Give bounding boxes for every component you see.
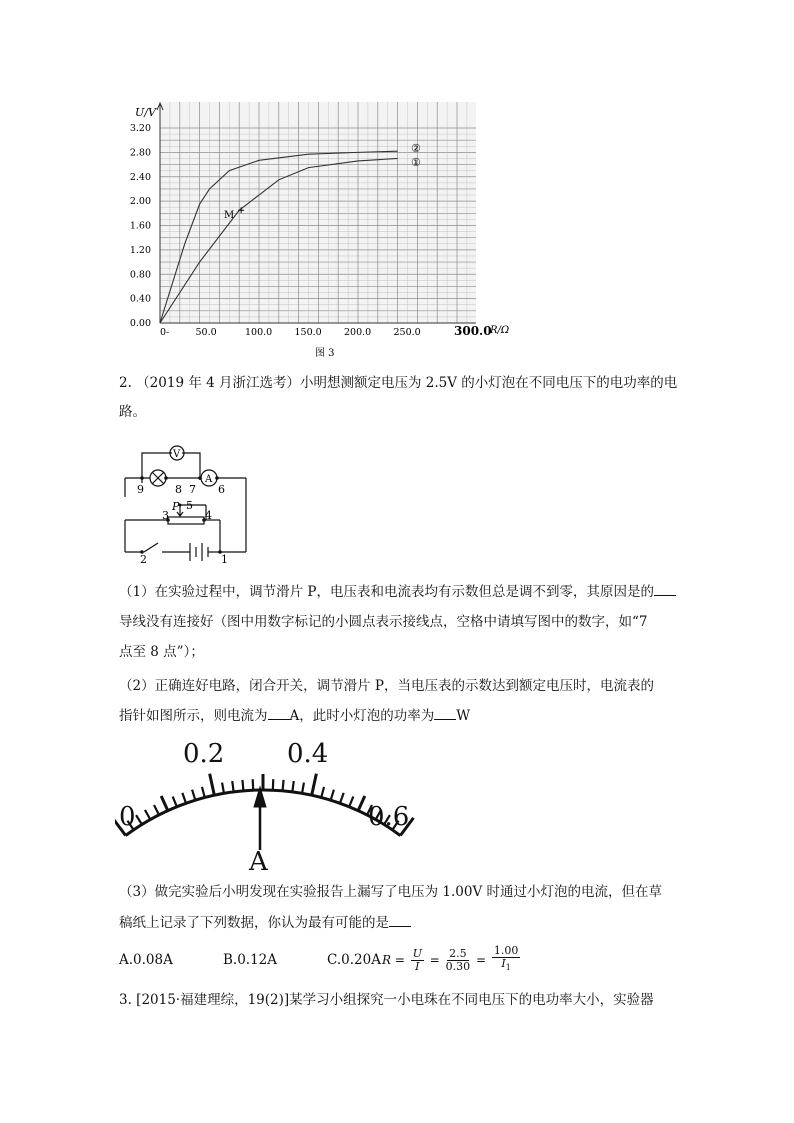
dial-unit: A	[249, 847, 268, 875]
q2-part3-line1: （3）做完实验后小明发现在实验报告上漏写了电压为 1.00V 时通过小灯泡的电流，但在草	[119, 884, 662, 900]
dial-tick	[161, 796, 168, 811]
graph-caption: 图 3	[315, 348, 335, 359]
answer-blank-3[interactable]	[389, 914, 411, 927]
dial-label-0-6: 0.6	[368, 802, 410, 832]
x-tick-label: 200.0	[344, 327, 372, 338]
node-5: 5	[186, 499, 193, 512]
dial-tick	[192, 790, 195, 801]
voltmeter-label: V	[173, 449, 181, 460]
q2-part2-text-c: W	[456, 708, 471, 724]
dial-tick	[154, 805, 159, 815]
y-tick-label: 0.00	[129, 318, 151, 329]
dial-tick	[182, 793, 186, 803]
option-a[interactable]: A.0.08A	[119, 952, 173, 968]
options-row	[119, 945, 522, 975]
formula: R = $\frac{U}{I}$ = $\frac{2.5}{0.30}$ = $\frac{1.00}{I_1}$	[381, 944, 519, 973]
point-m-label: M	[224, 210, 235, 221]
dial-tick	[292, 781, 293, 792]
x-tick-label: 150.0	[294, 327, 322, 338]
option-b[interactable]: B.0.12A	[223, 952, 278, 968]
y-tick-label: 1.20	[129, 244, 151, 256]
q2-part1-line3: 点至 8 点”）；	[119, 644, 204, 660]
dial-tick	[321, 787, 324, 798]
node-7: 7	[189, 483, 196, 496]
x-tick-label: 50.0	[195, 327, 217, 338]
q2-part3-text: 稿纸上记录了下列数据，你认为最有可能的是	[119, 915, 389, 931]
dial-tick	[242, 780, 243, 791]
dial-tick	[222, 783, 224, 794]
y-axis-label: U/V	[135, 106, 156, 119]
graph-grid	[160, 102, 476, 323]
circuit-diagram	[120, 435, 255, 565]
y-tick-label: 3.20	[129, 123, 151, 134]
x-axis-label: R/Ω	[490, 325, 510, 336]
q2-part3-line2	[119, 913, 411, 933]
curve-2-label: ②	[411, 142, 421, 155]
dial-tick	[331, 790, 334, 801]
dial-tick	[358, 796, 365, 811]
answer-blank-1[interactable]	[654, 583, 676, 596]
y-tick-label: 1.60	[129, 220, 151, 232]
q2-part2-text-a: 指针如图所示，则电流为	[119, 708, 268, 724]
dial-tick	[340, 793, 344, 803]
dial-tick	[210, 774, 215, 796]
node-6: 6	[218, 483, 225, 496]
dial-tick	[136, 815, 142, 824]
y-tick-label: 0.80	[129, 269, 151, 281]
u-r-graph	[118, 98, 518, 363]
y-tick-label: 2.40	[129, 171, 151, 183]
x-tick-labels	[160, 324, 492, 338]
q2-part2-line2	[119, 706, 470, 726]
ammeter-dial	[115, 735, 415, 875]
node-4: 4	[205, 509, 212, 522]
curve-1-label: ①	[411, 156, 421, 169]
q2-part1-line1	[119, 582, 676, 602]
q2-intro-line2: 路。	[119, 404, 146, 420]
dial-tick	[232, 781, 233, 792]
node-1: 1	[221, 553, 228, 565]
q2-part2-text-b: A，此时小灯泡的功率为	[289, 708, 435, 724]
q2-part1-line2: 导线没有连接好（图中用数字标记的小圆点表示接线点，空格中请填写图中的数字，如“7	[119, 614, 648, 630]
dial-tick	[349, 797, 353, 807]
answer-blank-current[interactable]	[268, 707, 290, 720]
x-tick-label: 100.0	[245, 327, 273, 338]
node-8: 8	[175, 483, 182, 496]
y-tick-labels	[130, 123, 151, 329]
ammeter-symbol-label: A	[205, 474, 213, 485]
node-9: 9	[137, 483, 144, 496]
answer-blank-power[interactable]	[434, 707, 456, 720]
q2-part1-text: （1）在实验过程中，调节滑片 P，电压表和电流表均有示数但总是调不到零，其原因是的	[119, 584, 654, 600]
dial-label-0-2: 0.2	[183, 739, 225, 769]
graph-plot-bg	[160, 102, 476, 323]
y-tick-label: 2.00	[129, 196, 151, 208]
dial-tick	[283, 780, 284, 791]
y-tick-label: 2.80	[129, 147, 151, 159]
node-2: 2	[140, 553, 147, 565]
option-c[interactable]: C.0.20A	[327, 952, 381, 968]
dial-label-0: 0	[119, 802, 136, 832]
node-p: P	[172, 500, 180, 513]
y-tick-label: 0.40	[129, 293, 151, 305]
x-tick-label: 300.0	[454, 324, 492, 338]
x-tick-label: 250.0	[393, 327, 421, 338]
dial-tick	[173, 797, 177, 807]
q2-intro-line1: 2. （2019 年 4 月浙江选考）小明想测额定电压为 2.5V 的小灯泡在不同电压下的电功率的电	[119, 375, 678, 391]
dial-tick	[145, 810, 150, 820]
dial-tick	[202, 787, 205, 798]
q3-line1: 3. [2015·福建理综，19(2)]某学习小组探究一小电珠在不同电压下的电功率大小，实验器	[119, 992, 654, 1008]
dial-label-0-4: 0.4	[287, 739, 329, 769]
node-3: 3	[162, 509, 169, 522]
dial-tick	[302, 783, 304, 794]
dial-tick	[312, 774, 317, 796]
q2-part2-line1: （2）正确连好电路，闭合开关，调节滑片 P，当电压表的示数达到额定电压时，电流表的	[119, 678, 654, 694]
x-tick-label: 0-	[160, 327, 170, 338]
